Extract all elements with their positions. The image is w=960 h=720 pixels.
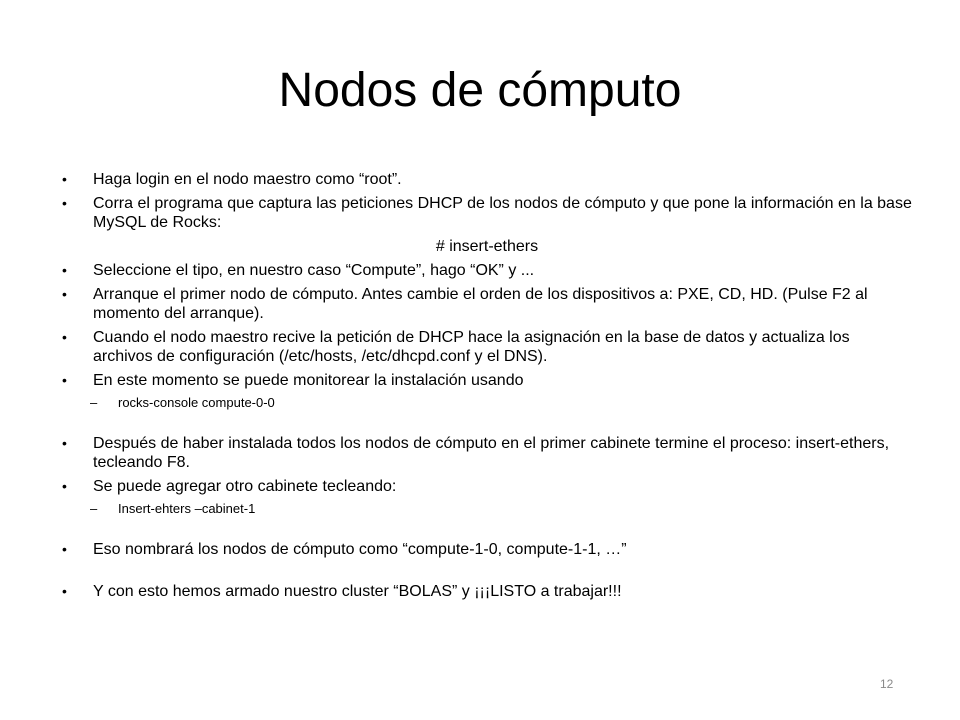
bullet-item [62,477,912,496]
bullet-icon: • [62,435,67,451]
page-number: 12 [880,677,894,691]
spacer [62,564,912,582]
dash-icon: – [90,501,98,516]
bullet-item [62,371,912,390]
bullet-item [62,194,912,232]
bullet-icon: • [62,329,67,345]
dash-icon: – [90,395,98,410]
bullet-item [62,261,912,280]
bullet-text: Y con esto hemos armado nuestro cluster “BOLAS” y ¡¡¡LISTO a trabajar!!! [93,583,622,600]
bullet-text: Eso nombrará los nodos de cómputo como “compute-1-0, compute-1-1, …” [93,541,627,558]
bullet-icon: • [62,372,67,388]
bullet-icon: • [62,478,67,494]
bullet-item [62,328,912,366]
sub-item-text: Insert-ehters –cabinet-1 [118,501,256,516]
bullet-text: Seleccione el tipo, en nuestro caso “Compute”, hago “OK” y ... [93,262,535,279]
sub-item [62,395,912,411]
bullet-icon: • [62,171,67,187]
slide-title: Nodos de cómputo [278,64,682,117]
bullet-text: Se puede agregar otro cabinete tecleando: [93,478,397,495]
bullet-text: Arranque el primer nodo de cómputo. Antes cambie el orden de los dispositivos a: PXE, CD, HD. (Pulse F2 al momento del arranque). [93,286,868,322]
spacer [62,416,912,434]
bullet-text: Después de haber instalada todos los nodos de cómputo en el primer cabinete termine el proceso: insert-ethers, tecleando F8. [93,435,890,471]
bullet-icon: • [62,583,67,599]
bullet-icon: • [62,262,67,278]
bullet-text: Corra el programa que captura las peticiones DHCP de los nodos de cómputo y que pone la información en la base MySQL de Rocks: [93,195,912,231]
bullet-text: Haga login en el nodo maestro como “root”. [93,171,402,188]
command-line: # insert-ethers [435,238,539,255]
bullet-icon: • [62,286,67,302]
bullet-item [62,170,912,189]
bullet-item [62,582,912,601]
bullet-icon: • [62,541,67,557]
bullet-item [62,434,912,472]
bullet-icon: • [62,195,67,211]
sub-item-text: rocks-console compute-0-0 [118,395,275,410]
bullet-text: En este momento se puede monitorear la instalación usando [93,372,524,389]
bullet-item [62,285,912,323]
bullet-text: Cuando el nodo maestro recive la petición de DHCP hace la asignación en la base de datos y actualiza los archivos de configuración (/etc/hosts, /etc/dhcpd.conf y el DNS). [93,329,850,365]
spacer [62,522,912,540]
slide-content [62,170,912,606]
bullet-item [62,540,912,559]
sub-item [62,501,912,517]
